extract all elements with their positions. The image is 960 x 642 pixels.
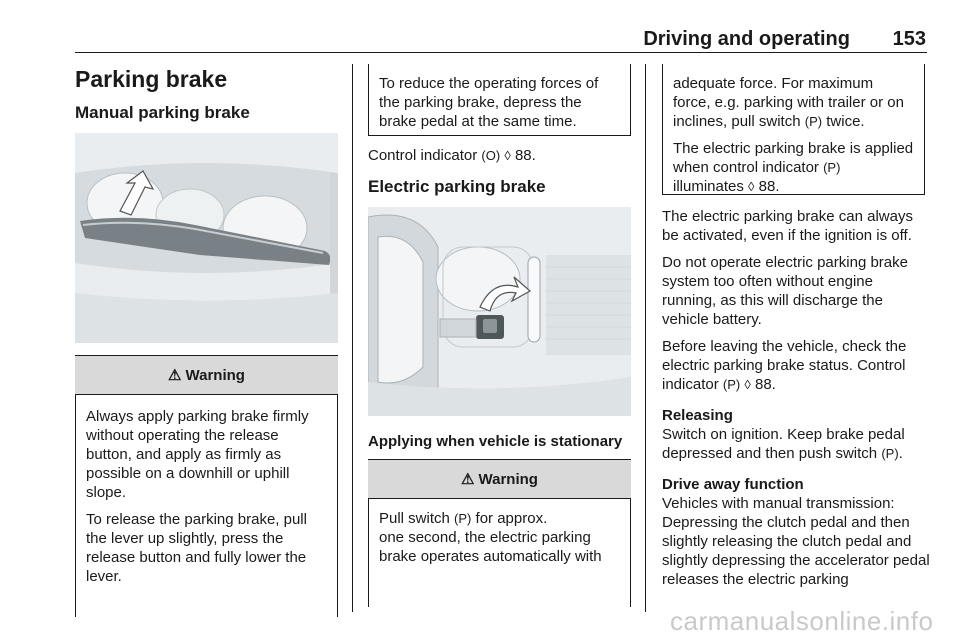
warning-header [368,459,631,499]
note-paragraph-2 [673,139,914,196]
electric-parking-brake-illustration [368,207,631,416]
parking-switch-icon: (P) [454,511,472,526]
heading-electric-parking-brake: Electric parking brake [368,177,546,196]
note-paragraph-1 [673,74,914,131]
warning-paragraph-2: To release the parking brake, pull the lever up slightly, press the release button and fully lower the lever. [86,511,307,585]
paragraph-do-not-operate: Do not operate electric parking brake system too often without engine running, as this will discharge the vehicle battery. [662,254,908,328]
paragraph-releasing: Switch on ignition. Keep brake pedal depressed and then push switch (P). [662,426,905,462]
paragraph-ref: 88. [755,376,776,393]
column-divider-left [352,64,353,612]
watermark: carmanualsonline.info [670,606,934,636]
parking-indicator-icon: (P) [823,160,841,175]
manual-parking-brake-drawing [75,133,338,343]
section-heading-parking-brake: Parking brake [75,66,228,92]
note-text: illuminates [673,178,744,195]
column-divider-right [645,64,646,612]
control-indicator-line [368,146,631,165]
warning-icon: ⚠ [168,367,182,384]
note-box-text: To reduce the operating forces of the parking brake, depress the brake pedal at the same time. [368,64,631,136]
electric-parking-brake-drawing [368,207,631,416]
warning-label: Warning [478,470,538,488]
header-rule [75,52,927,53]
column-3-body [662,207,930,597]
warning-body [76,395,337,602]
paragraph-text: Before leaving the vehicle, check the electric parking brake status. Control indicator [662,338,907,393]
note-text: The electric parking brake is applied when control indicator [673,140,914,176]
paragraph-always-activated: The electric parking brake can always be activated, even if the ignition is off. [662,208,913,244]
subheading-applying-stationary: Applying when vehicle is stationary [368,433,623,450]
paragraph-before-leaving [662,337,930,394]
xref-icon: ◊ [748,179,755,194]
parking-switch-icon: (P) [804,114,823,129]
warning-text: Pull switch [379,510,450,527]
note-box-operating-forces [368,64,631,136]
warning-body-frame [75,395,338,617]
warning-body-frame [368,499,631,607]
brake-indicator-icon: (O) [481,148,501,163]
xref-icon: ◊ [504,148,511,163]
warning-box-electric [368,459,631,607]
heading-drive-away: Drive away function [662,476,804,493]
warning-icon: ⚠ [461,471,475,488]
warning-line-2: one second, the electric parking brake operates automatically with [379,529,602,565]
paragraph-text: Switch on ignition. Keep brake pedal depressed and then push switch [662,426,905,462]
paragraph-drive-away: Vehicles with manual transmission: Depressing the clutch pedal and then slightly releasing the clutch pedal and slightly depressing the accelerator pedal releases the electric parking [662,495,930,588]
warning-paragraph-1: Always apply parking brake firmly without operating the release button, and apply as firmly as possible on a downhill or uphill slope. [86,408,309,501]
note-box-body [662,64,925,195]
note-text: adequate force. For maximum force, e.g. parking with trailer or on inclines, pull switch [673,75,904,130]
warning-line-1 [379,509,620,528]
warning-box-manual [75,355,338,617]
manual-parking-brake-illustration [75,133,338,343]
warning-header [75,355,338,395]
control-indicator-prefix: Control indicator [368,147,478,164]
warning-body [369,499,630,574]
warning-text: for approx. [475,510,548,527]
parking-switch-icon: (P) [881,446,899,461]
note-text: twice. [826,113,865,130]
running-header-title: Driving and operating [643,28,850,50]
heading-releasing: Releasing [662,407,733,424]
warning-label: Warning [185,366,245,384]
xref-icon: ◊ [744,377,751,392]
page-number: 153 [892,28,926,50]
control-indicator-ref: 88. [514,147,536,164]
note-box-maximum-force [662,64,925,195]
parking-indicator-icon: (P) [722,377,741,392]
note-ref: 88. [758,178,780,195]
subheading-manual-parking-brake: Manual parking brake [75,103,250,122]
